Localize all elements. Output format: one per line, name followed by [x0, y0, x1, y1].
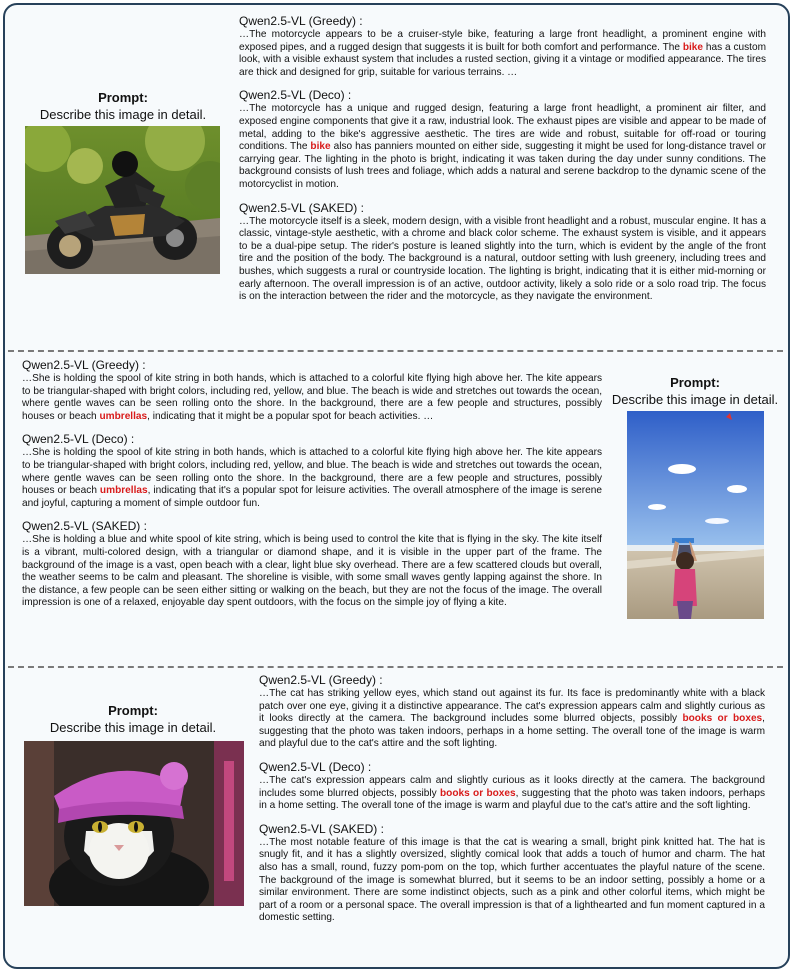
response-deco: …The motorcycle has a unique and rugged design, featuring a large front headlight, a prominent air filter, and exposed engine components that give it a raw, industrial look. The exhaust pipes are visible and appear to be made of metal, adding to the bike's aggressive aesthetic. The tires are wide and robust, suitable for off-road or touring conditions. The bike also has panniers mounted on either side, suggesting it might be used for long-distance travel or carrying gear. The lighting in the photo is bright, indicating it was taken during the day under sunny conditions. The background consists of lush trees and foliage, which adds a natural and serene backdrop to the dynamic scene of the motorcyclist in motion.	[239, 103, 766, 190]
prompt-block	[600, 375, 790, 407]
response-deco: …The cat's expression appears calm and slightly curious as it looks directly at the camera. The background includes some blurred objects, possibly books or boxes, suggesting that the photo was taken indoors, perhaps in a home setting. The overall tone of the image is warm and playful due to the cat's attire and the soft lighting.	[259, 774, 765, 812]
hallucination-highlight: books or boxes	[440, 787, 516, 799]
prompt-title: Prompt:	[670, 375, 720, 390]
hallucination-highlight: bike	[682, 41, 704, 53]
prompt-text: Describe this image in detail.	[39, 107, 207, 122]
model-label-greedy: Qwen2.5-VL (Greedy) :	[259, 673, 383, 687]
response-greedy: …She is holding the spool of kite string in both hands, which is attached to a colorful kite flying high above her. The kite appears to be triangular-shaped with bright colors, including red, yellow, and blue. The beach is wide and stretches out towards the ocean, where gentle waves can be seen rolling onto the shore. In the background, there are a few people and structures, possibly houses or beach umbrellas, indicating that it might be a popular spot for beach activities. …	[22, 373, 602, 422]
response-deco: …She is holding the spool of kite string in both hands, which is attached to a colorful kite flying high above her. The kite appears to be triangular-shaped with bright colors, including red, yellow, and blue. The beach is wide and stretches out towards the ocean, where gentle waves can be seen rolling onto the shore. In the background, there are a few people and structures, possibly houses or beach umbrellas, indicating that it's a popular spot for leisure activities. The overall atmosphere of the image is serene and joyful, capturing a moment of simple outdoor fun.	[22, 447, 602, 509]
hallucination-highlight: bike	[310, 141, 331, 153]
prompt-block	[30, 703, 236, 735]
model-label-deco: Qwen2.5-VL (Deco) :	[259, 759, 372, 774]
hallucination-highlight: umbrellas	[99, 485, 148, 497]
response-saked: …The motorcycle itself is a sleek, modern design, with a visible front headlight and a robust, muscular engine. It has a classic, vintage-style aesthetic, with a chrome and black color scheme. The exhaust system is visible, and it appears to be a dual-pipe setup. The rider's posture is leaned slightly into the turn, which is evident by the angle of the front tire and the position of the body. The background is a natural, outdoor setting with lush greenery, including trees and bushes, which suggests a rural or countryside location. The lighting is bright, indicating that it is either mid-morning or early afternoon. The overall impression is of an active, outdoor activity, likely a solo ride or a solo road trip. The focus is on the interaction between the rider and the motorcycle, as they navigate the environment.	[239, 215, 766, 303]
cat-photo	[24, 741, 244, 906]
prompt-title: Prompt:	[108, 703, 158, 718]
prompt-text: Describe this image in detail.	[611, 392, 779, 407]
motorcycle-photo	[25, 126, 220, 274]
model-label-saked: Qwen2.5-VL (SAKED) :	[22, 519, 147, 534]
response-saked: …The most notable feature of this image is that the cat is wearing a small, bright pink knitted hat. The hat is snugly fit, and it has a slightly oversized, slightly comical look that adds a touch of humor and charm. The hat also has a small, round, fuzzy pom-pom on the top, which further accentuates the playful nature of the scene. The background of the image is somewhat blurred, but it seems to be an indoor setting, possibly a home or a similar environment. There are some indistinct objects, such as a pink and other colorful items, which might be part of a room or a personal space. The overall impression is that of a lighthearted and fun moment captured in a domestic setting.	[259, 836, 765, 924]
section-divider	[8, 666, 783, 668]
prompt-text: Describe this image in detail.	[49, 720, 217, 735]
model-label-deco: Qwen2.5-VL (Deco) :	[22, 432, 135, 447]
prompt-title: Prompt:	[98, 90, 148, 105]
response-saked: …She is holding a blue and white spool of kite string, which is being used to control the kite that is flying in the sky. The kite itself is a vibrant, multi-colored design, with a triangular or diamond shape, and it is visible in the upper part of the frame. The background of the image is a vast, open beach with a clear, light blue sky overhead. There are a few scattered clouds but overall, the weather seems to be calm and pleasant. The shoreline is visible, with some small waves gently lapping against the shore. In the distance, a few people can be seen either sitting or walking on the beach, but they are not the focus of the image. The overall impression is one of a relaxed, enjoyable day spent outdoors, with the focus on the simple joy of flying a kite.	[22, 534, 602, 609]
model-label-saked: Qwen2.5-VL (SAKED) :	[259, 821, 384, 836]
response-greedy: …The motorcycle appears to be a cruiser-style bike, featuring a large front headlight, a prominent engine with exposed pipes, and a rugged design that suggests it is built for both comfort and performance. The bike has a custom look, with a visible exhaust system that includes a rusted section, giving it a vintage or modified appearance. The tires are thick and designed for grip, suitable for various terrains. …	[239, 29, 766, 78]
responses-cat	[259, 673, 765, 934]
prompt-block	[20, 90, 226, 122]
model-label-saked: Qwen2.5-VL (SAKED) :	[239, 200, 364, 215]
hallucination-highlight: books or boxes	[682, 713, 763, 725]
hallucination-highlight: umbrellas	[99, 410, 148, 422]
responses-motorcycle	[239, 14, 766, 313]
model-label-greedy: Qwen2.5-VL (Greedy) :	[239, 14, 363, 28]
model-label-greedy: Qwen2.5-VL (Greedy) :	[22, 358, 146, 372]
response-greedy: …The cat has striking yellow eyes, which stand out against its fur. Its face is predominantly white with a black patch over one eye, giving it a distinctive appearance. The cat's expression appears calm and slightly curious as it looks directly at the camera. The background includes some blurred objects, possibly books or boxes, suggesting that the photo was taken indoors, perhaps in a home setting. The overall tone of the image is warm and playful due to the cat's attire and the soft lighting.	[259, 688, 765, 750]
section-divider	[8, 350, 783, 352]
responses-kite	[22, 358, 602, 619]
kite-beach-photo	[627, 411, 764, 619]
model-label-deco: Qwen2.5-VL (Deco) :	[239, 88, 352, 103]
